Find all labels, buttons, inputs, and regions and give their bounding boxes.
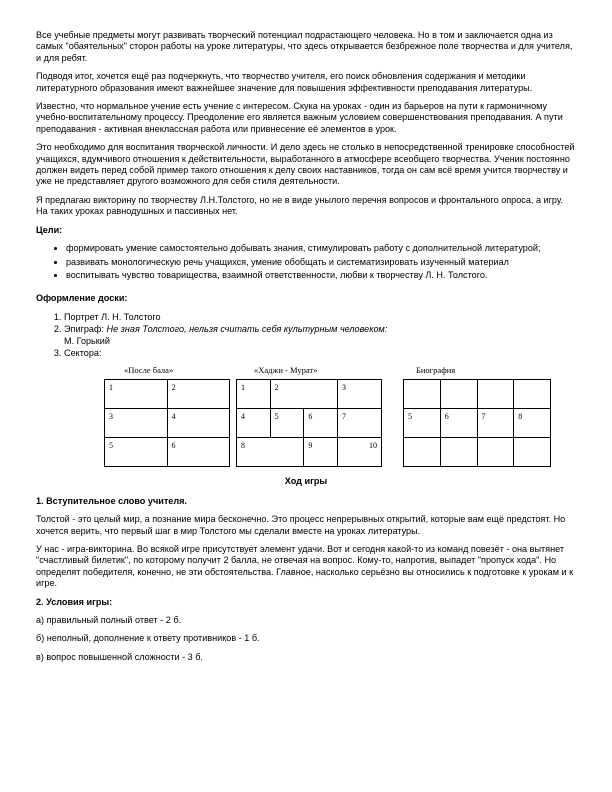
sector-cell: 4 bbox=[237, 409, 271, 438]
sector-cell: 8 bbox=[237, 438, 304, 467]
intro-paragraph-4: Это необходимо для воспитания творческой личности. И дело здесь не столько в непосредственной тренировке способностей учащихся, вдумчивого отношения к действительности, выработанного в атмосфере всеобщего творчества. Ученик постоянно должен видеть перед собой пример такого отношения к делу своих наставников, тогда он сам всё время учится творчеству и уже не представляет другого возможного для себя стиля деятельности. bbox=[36, 142, 575, 187]
sector-cell: 3 bbox=[105, 409, 168, 438]
game-title: Ход игры bbox=[284, 476, 328, 487]
sector-cell: 2 bbox=[270, 380, 337, 409]
goal-item: • воспитывать чувство товарищества, взаимной ответственности, любви к творчеству Л. Н. Толстого. bbox=[66, 270, 576, 281]
intro-paragraph-2: Подводя итог, хочется ещё раз подчеркнуть, что творчество учителя, его поиск обновления содержания и методики литературного образования имеют важнейшее значение для повышения эффективности преподавания литературы. bbox=[36, 71, 533, 93]
sector-grid-hadzhi-murat bbox=[236, 379, 382, 467]
board-item-epigraph bbox=[64, 324, 576, 347]
sector-cell: 2 bbox=[167, 380, 230, 409]
game-paragraph-1: Толстой - это целый мир, а познание мира бесконечно. Это процесс непрерывных открытий, которые вам ещё предстоят. Но хочется верить, что первый шаг в мир Толстого мы сделали вместе на уроках литературы. bbox=[36, 514, 566, 536]
sector-cell: 5 bbox=[404, 409, 441, 438]
sector-cell bbox=[514, 380, 551, 409]
epigraph-author: М. Горький bbox=[64, 335, 110, 346]
sector-cell bbox=[404, 438, 441, 467]
sector-cell: 3 bbox=[337, 380, 381, 409]
sector-title-posle-bala: «После бала» bbox=[124, 365, 174, 376]
document-page bbox=[36, 30, 576, 670]
epigraph-label: Эпиграф: bbox=[64, 324, 104, 335]
sector-cell: 8 bbox=[514, 409, 551, 438]
sector-grid-biografia bbox=[403, 379, 551, 467]
board-list bbox=[36, 312, 576, 360]
board-item-portrait: 1. Портрет Л. Н. Толстого bbox=[64, 312, 576, 323]
board-item-sectors: 3. Сектора: bbox=[64, 348, 576, 359]
condition-b: б) неполный, дополнение к ответу противников - 1 б. bbox=[36, 633, 260, 644]
sector-cell: 6 bbox=[167, 438, 230, 467]
sector-cell: 1 bbox=[237, 380, 271, 409]
intro-paragraph-3: Известно, что нормальное учение есть учение с интересом. Скука на уроках - один из барьеров на пути к гармоничному учебно-воспитательному процессу. Преодоление его является важным условием совершенствования преподавания. А пути преподавания - активная внеклассная работа или привнесение её элементов в урок. bbox=[36, 101, 563, 134]
sector-cell bbox=[477, 380, 514, 409]
goals-list bbox=[36, 243, 576, 281]
board-heading: Оформление доски: bbox=[36, 293, 128, 304]
sector-cell: 7 bbox=[477, 409, 514, 438]
intro-paragraph-5: Я предлагаю викторину по творчеству Л.Н.Толстого, но не в виде унылого перечня вопросов и фронтального опроса, а игру. На таких уроках равнодушных и пассивных нет. bbox=[36, 194, 564, 217]
sector-grid-posle-bala bbox=[104, 379, 230, 467]
sector-title-hadzhi-murat: «Хаджи - Мурат» bbox=[254, 365, 318, 376]
sector-cell bbox=[477, 438, 514, 467]
goals-heading: Цели: bbox=[36, 224, 63, 235]
sector-cell bbox=[440, 438, 477, 467]
sector-cell: 9 bbox=[304, 438, 338, 467]
sector-cell bbox=[440, 380, 477, 409]
game-paragraph-2: У нас - игра-викторина. Во всякой игре присутствует элемент удачи. Вот и сегодня какой-то из команд повезёт - она вытянет "счастливый билетик", по которому получит 2 балла, не отвечая на вопрос. Кому-то, напротив, выпадет "пропуск хода". Но определят победителя, конечно, не эти обстоятельства. Главное, насколько серьёзно вы относились к подготовке к урокам и к игре. bbox=[36, 543, 574, 589]
section-heading-conditions: 2. Условия игры: bbox=[36, 596, 113, 607]
condition-a: а) правильный полный ответ - 2 б. bbox=[36, 615, 182, 625]
epigraph-quote: Не зная Толстого, нельзя считать себя культурным человеком: bbox=[106, 324, 388, 335]
sector-cell bbox=[514, 438, 551, 467]
sector-cell: 7 bbox=[337, 409, 381, 438]
intro-paragraph-1: Все учебные предметы могут развивать творческий потенциал подрастающего человека. Но в том и заключается одна из самых "обаятельных" сторон работы на уроке литературы, что здесь открывается безбрежное поле творчества и для учителя, и для ребят. bbox=[36, 30, 573, 63]
sector-cell bbox=[404, 380, 441, 409]
sector-cell: 4 bbox=[167, 409, 230, 438]
sector-cell: 5 bbox=[105, 438, 168, 467]
condition-c: в) вопрос повышенной сложности - 3 б. bbox=[36, 651, 203, 662]
sector-cell: 5 bbox=[270, 409, 304, 438]
goal-item: • развивать монологическую речь учащихся, умение обобщать и систематизировать изученный материал bbox=[66, 257, 576, 268]
sector-title-biografia: Биография bbox=[416, 365, 456, 376]
goal-item: • формировать умение самостоятельно добывать знания, стимулировать работу с дополнительной литературой; bbox=[66, 243, 576, 254]
sector-cell: 1 bbox=[105, 380, 168, 409]
sector-cell: 6 bbox=[304, 409, 338, 438]
sectors-diagram bbox=[36, 365, 576, 470]
sector-cell: 10 bbox=[337, 438, 381, 467]
section-heading-intro: 1. Вступительное слово учителя. bbox=[36, 495, 187, 506]
sector-cell: 6 bbox=[440, 409, 477, 438]
